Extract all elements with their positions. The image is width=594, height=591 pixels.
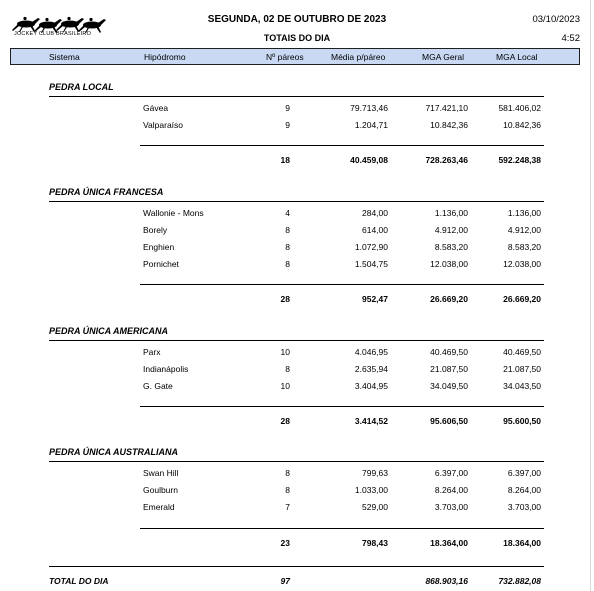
cell-mga-local: 8.583,20 bbox=[507, 242, 541, 252]
subtotal-row bbox=[0, 416, 594, 428]
cell-hipodromo: Swan Hill bbox=[143, 468, 179, 478]
table-row bbox=[0, 468, 594, 480]
subtotal-mga-local: 592.248,38 bbox=[498, 155, 541, 165]
subtotal-divider bbox=[140, 145, 544, 146]
subtotal-divider bbox=[140, 528, 544, 529]
cell-pareos: 8 bbox=[285, 259, 290, 269]
col-sistema: Sistema bbox=[49, 52, 80, 62]
subtotal-pareos: 18 bbox=[280, 155, 290, 165]
section-title: PEDRA ÚNICA AUSTRALIANA bbox=[49, 447, 178, 457]
cell-hipodromo: Emerald bbox=[143, 502, 175, 512]
subtotal-pareos: 23 bbox=[280, 538, 290, 548]
logo-text: JOCKEY CLUB BRASILEIRO bbox=[14, 31, 92, 37]
cell-hipodromo: Wallonie - Mons bbox=[143, 208, 204, 218]
subtotal-row bbox=[0, 538, 594, 550]
cell-pareos: 8 bbox=[285, 485, 290, 495]
col-pareos: Nº páreos bbox=[266, 52, 304, 62]
col-media: Média p/páreo bbox=[331, 52, 386, 62]
cell-mga-geral: 10.842,36 bbox=[430, 120, 468, 130]
cell-hipodromo: Gávea bbox=[143, 103, 169, 113]
subtotal-media: 952,47 bbox=[362, 294, 388, 304]
cell-media: 4.046,95 bbox=[354, 347, 388, 357]
section-divider bbox=[49, 461, 544, 462]
grand-total-pareos: 97 bbox=[280, 576, 290, 586]
cell-mga-geral: 3.703,00 bbox=[434, 502, 468, 512]
cell-mga-local: 34.043,50 bbox=[503, 381, 541, 391]
section-title: PEDRA ÚNICA FRANCESA bbox=[49, 187, 164, 197]
table-row bbox=[0, 120, 594, 132]
report-title: SEGUNDA, 02 DE OUTUBRO DE 2023 bbox=[207, 14, 387, 25]
cell-pareos: 9 bbox=[285, 120, 290, 130]
section-title: PEDRA ÚNICA AMERICANA bbox=[49, 326, 168, 336]
cell-mga-geral: 8.264,00 bbox=[434, 485, 468, 495]
cell-mga-local: 1.136,00 bbox=[507, 208, 541, 218]
subtotal-mga-geral: 95.606,50 bbox=[430, 416, 468, 426]
cell-mga-geral: 717.421,10 bbox=[425, 103, 468, 113]
cell-pareos: 8 bbox=[285, 242, 290, 252]
cell-mga-local: 21.087,50 bbox=[503, 364, 541, 374]
subtotal-divider bbox=[140, 284, 544, 285]
cell-hipodromo: G. Gate bbox=[143, 381, 173, 391]
table-row bbox=[0, 259, 594, 271]
subtotal-row bbox=[0, 155, 594, 167]
cell-hipodromo: Enghien bbox=[143, 242, 175, 252]
cell-media: 1.033,00 bbox=[354, 485, 388, 495]
cell-pareos: 8 bbox=[285, 468, 290, 478]
subtotal-mga-geral: 26.669,20 bbox=[430, 294, 468, 304]
table-row bbox=[0, 381, 594, 393]
table-row bbox=[0, 242, 594, 254]
cell-media: 2.635,94 bbox=[354, 364, 388, 374]
table-row bbox=[0, 502, 594, 514]
col-hipodromo: Hipódromo bbox=[144, 52, 186, 62]
col-mga-local: MGA Local bbox=[496, 52, 538, 62]
cell-hipodromo: Parx bbox=[143, 347, 161, 357]
cell-hipodromo: Indianápolis bbox=[143, 364, 189, 374]
cell-mga-local: 4.912,00 bbox=[507, 225, 541, 235]
subtotal-mga-geral: 728.263,46 bbox=[425, 155, 468, 165]
subtotal-mga-local: 26.669,20 bbox=[503, 294, 541, 304]
cell-media: 614,00 bbox=[362, 225, 388, 235]
table-row bbox=[0, 103, 594, 115]
cell-mga-local: 3.703,00 bbox=[507, 502, 541, 512]
cell-pareos: 10 bbox=[280, 347, 290, 357]
cell-hipodromo: Valparaíso bbox=[143, 120, 184, 130]
cell-mga-geral: 40.469,50 bbox=[430, 347, 468, 357]
cell-pareos: 7 bbox=[285, 502, 290, 512]
report-time: 4:52 bbox=[561, 33, 580, 44]
cell-media: 284,00 bbox=[362, 208, 388, 218]
cell-pareos: 4 bbox=[285, 208, 290, 218]
cell-mga-local: 581.406,02 bbox=[498, 103, 541, 113]
subtotal-mga-local: 18.364,00 bbox=[503, 538, 541, 548]
cell-media: 79.713,46 bbox=[350, 103, 388, 113]
cell-mga-geral: 1.136,00 bbox=[434, 208, 468, 218]
grand-total-mga-geral: 868.903,16 bbox=[425, 576, 468, 586]
cell-mga-local: 8.264,00 bbox=[507, 485, 541, 495]
cell-media: 1.204,71 bbox=[354, 120, 388, 130]
subtotal-row bbox=[0, 294, 594, 306]
cell-mga-geral: 34.049,50 bbox=[430, 381, 468, 391]
report-date: 03/10/2023 bbox=[532, 14, 580, 25]
col-mga-geral: MGA Geral bbox=[422, 52, 465, 62]
grand-total-row bbox=[0, 576, 594, 588]
cell-mga-geral: 12.038,00 bbox=[430, 259, 468, 269]
section-title: PEDRA LOCAL bbox=[49, 82, 114, 92]
cell-mga-local: 6.397,00 bbox=[507, 468, 541, 478]
section-divider bbox=[49, 96, 544, 97]
table-row bbox=[0, 208, 594, 220]
column-header-bar bbox=[10, 48, 580, 65]
cell-pareos: 9 bbox=[285, 103, 290, 113]
grand-total-label: TOTAL DO DIA bbox=[49, 576, 109, 586]
cell-mga-geral: 8.583,20 bbox=[434, 242, 468, 252]
table-row bbox=[0, 364, 594, 376]
subtotal-mga-geral: 18.364,00 bbox=[430, 538, 468, 548]
cell-pareos: 8 bbox=[285, 364, 290, 374]
subtotal-pareos: 28 bbox=[280, 294, 290, 304]
page-edge bbox=[590, 0, 591, 591]
cell-hipodromo: Goulburn bbox=[143, 485, 178, 495]
cell-mga-local: 12.038,00 bbox=[503, 259, 541, 269]
subtotal-media: 798,43 bbox=[362, 538, 388, 548]
cell-pareos: 8 bbox=[285, 225, 290, 235]
table-row bbox=[0, 225, 594, 237]
table-row bbox=[0, 485, 594, 497]
cell-mga-local: 10.842,36 bbox=[503, 120, 541, 130]
cell-hipodromo: Borely bbox=[143, 225, 168, 235]
section-divider bbox=[49, 340, 544, 341]
subtotal-mga-local: 95.600,50 bbox=[503, 416, 541, 426]
cell-media: 1.504,75 bbox=[354, 259, 388, 269]
cell-media: 3.404,95 bbox=[354, 381, 388, 391]
cell-mga-geral: 6.397,00 bbox=[434, 468, 468, 478]
section-divider bbox=[49, 201, 544, 202]
subtotal-divider bbox=[140, 406, 544, 407]
cell-mga-local: 40.469,50 bbox=[503, 347, 541, 357]
cell-media: 1.072,90 bbox=[354, 242, 388, 252]
cell-hipodromo: Pornichet bbox=[143, 259, 179, 269]
cell-pareos: 10 bbox=[280, 381, 290, 391]
cell-mga-geral: 21.087,50 bbox=[430, 364, 468, 374]
cell-mga-geral: 4.912,00 bbox=[434, 225, 468, 235]
table-row bbox=[0, 347, 594, 359]
cell-media: 529,00 bbox=[362, 502, 388, 512]
report-subtitle: TOTAIS DO DIA bbox=[263, 33, 331, 43]
subtotal-media: 3.414,52 bbox=[354, 416, 388, 426]
subtotal-media: 40.459,08 bbox=[350, 155, 388, 165]
grand-total-divider bbox=[49, 566, 544, 567]
grand-total-mga-local: 732.882,08 bbox=[498, 576, 541, 586]
cell-media: 799,63 bbox=[362, 468, 388, 478]
subtotal-pareos: 28 bbox=[280, 416, 290, 426]
